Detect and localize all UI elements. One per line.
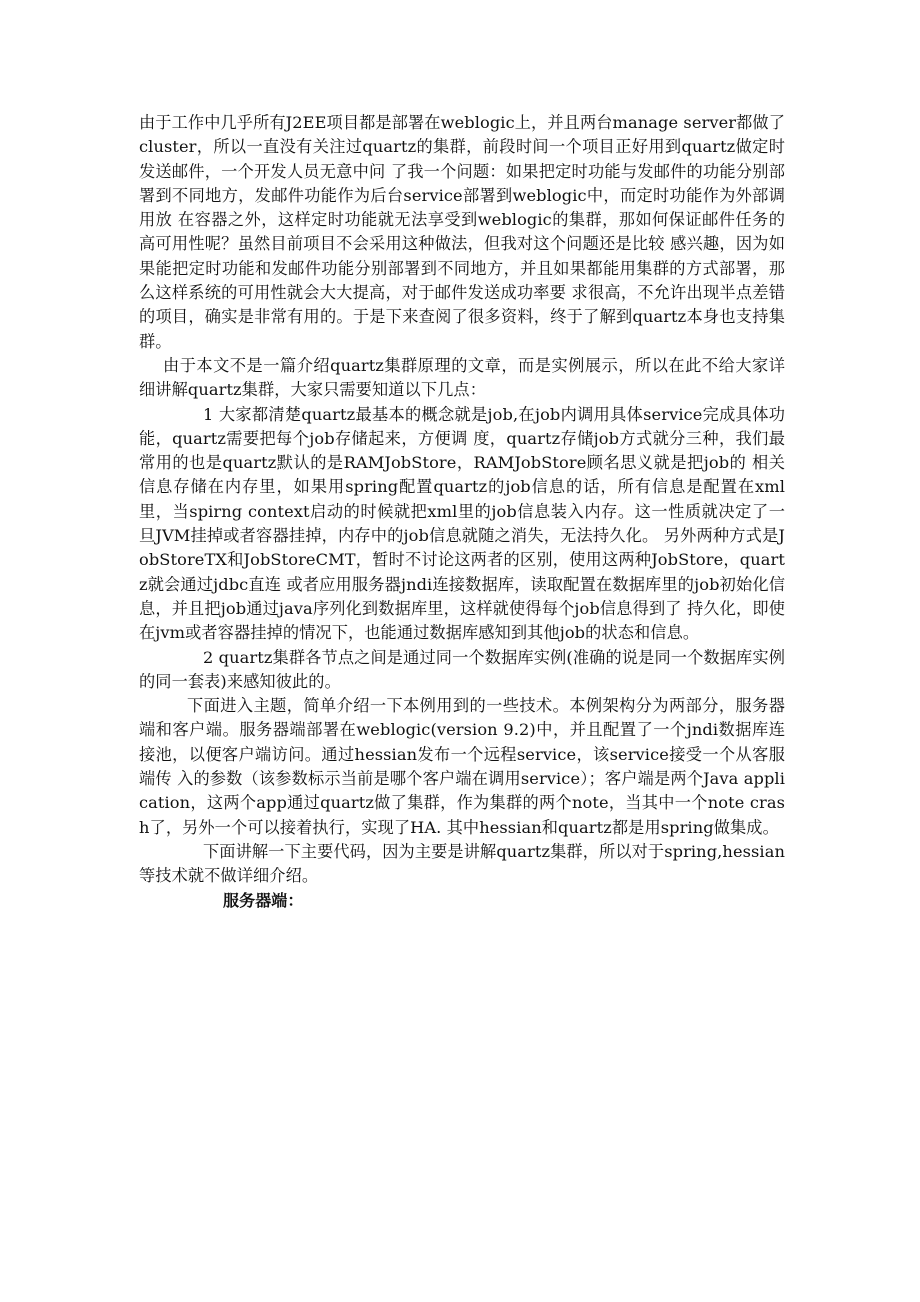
paragraph-architecture: 下面进入主题，简单介绍一下本例用到的一些技术。本例架构分为两部分，服务器端和客户端。服务器端部署在weblogic(version 9.2)中，并且配置了一个jndi数据库连接池，以便客户端访问。通过hessian发布一个远程service，该service接受一个从客服端传 入的参数（该参数标示当前是哪个客户端在调用service）；客户端是两个Java application，这两个app通过quartz做了集群，作为集群的两个note，当其中一个note crash了，另外一个可以接着执行，实现了HA. 其中hessian和quartz都是用spring做集成。 [139,696,785,837]
paragraph-code-intro: 下面讲解一下主要代码，因为主要是讲解quartz集群，所以对于spring,hessian等技术就不做详细介绍。 [139,841,785,886]
section-heading-server: 服务器端： [223,890,304,910]
paragraph-point-1: 1 大家都清楚quartz最基本的概念就是job,在job内调用具体service完成具体功能，quartz需要把每个job存储起来，方便调 度，quartz存储job方式就分三种，我们最常用的也是quartz默认的是RAMJobStore，RAMJobStore顾名思义就是把job的 相关信息存储在内存里，如果用spring配置quartz的job信息的话，所有信息是配置在xml里，当spirng context启动的时候就把xml里的job信息装入内存。这一性质就决定了一旦JVM挂掉或者容器挂掉，内存中的job信息就随之消失，无法持久化。 另外两种方式是JobStoreTX和JobStoreCMT，暂时不讨论这两者的区别，使用这两种JobStore，quartz就会通过jdbc直连 或者应用服务器jndi连接数据库，读取配置在数据库里的job初始化信息，并且把job通过java序列化到数据库里，这样就使得每个job信息得到了 持久化，即使在jvm或者容器挂掉的情况下，也能通过数据库感知到其他job的状态和信息。 [139,404,785,643]
paragraph-intro: 由于工作中几乎所有J2EE项目都是部署在weblogic上，并且两台manage server都做了cluster，所以一直没有关注过quartz的集群，前段时间一个项目正好用到quartz做定时发送邮件，一个开发人员无意中问 了我一个问题：如果把定时功能与发邮件的功能分别部署到不同地方，发邮件功能作为后台service部署到weblogic中，而定时功能作为外部调用放 在容器之外，这样定时功能就无法享受到weblogic的集群，那如何保证邮件任务的高可用性呢？虽然目前项目不会采用这种做法，但我对这个问题还是比较 感兴趣，因为如果能把定时功能和发邮件功能分别部署到不同地方，并且如果都能用集群的方式部署，那么这样系统的可用性就会大大提高，对于邮件发送成功率要 求很高，不允许出现半点差错的项目，确实是非常有用的。于是下来查阅了很多资料，终于了解到quartz本身也支持集群。 [139,113,785,351]
document-body [139,111,785,913]
paragraph-overview: 由于本文不是一篇介绍quartz集群原理的文章，而是实例展示，所以在此不给大家详细讲解quartz集群，大家只需要知道以下几点： [139,355,785,400]
paragraph-point-2: 2 quartz集群各节点之间是通过同一个数据库实例(准确的说是同一个数据库实例的同一套表)来感知彼此的。 [139,647,785,691]
